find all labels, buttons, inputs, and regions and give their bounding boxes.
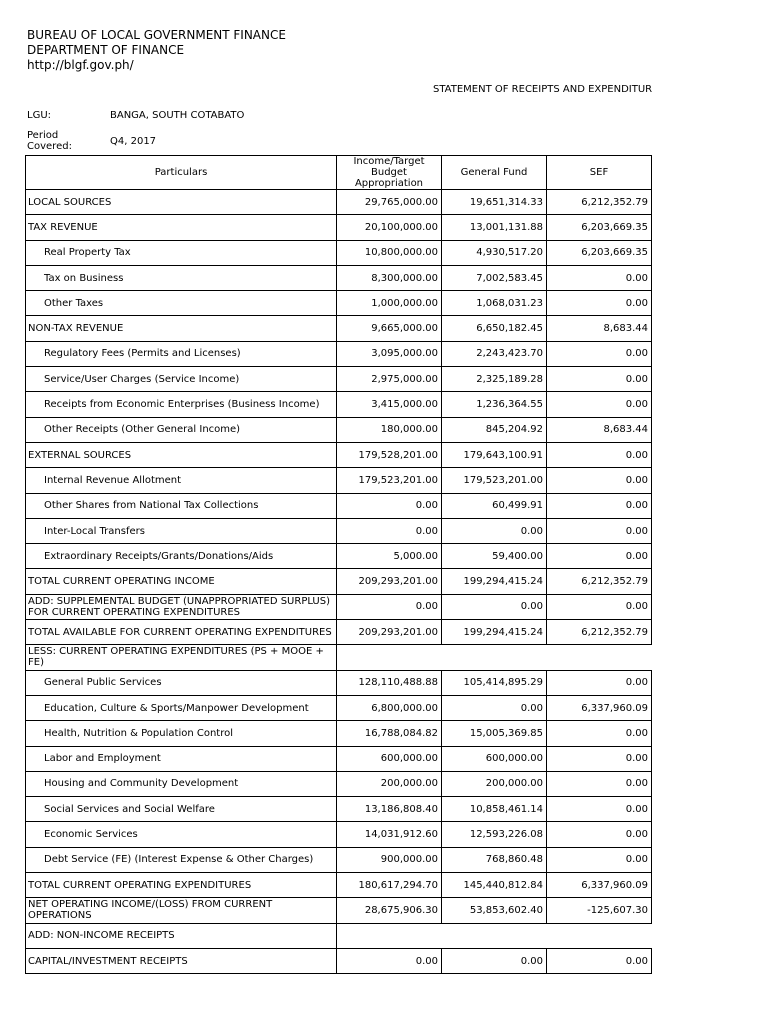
row-label: Social Services and Social Welfare [26, 797, 337, 822]
bureau-name: BUREAU OF LOCAL GOVERNMENT FINANCE [27, 28, 286, 42]
table-row [26, 670, 652, 695]
table-row [26, 291, 652, 316]
table-row [26, 873, 652, 898]
row-value: 9,665,000.00 [337, 316, 442, 341]
row-value: 3,095,000.00 [337, 341, 442, 366]
row-value: 209,293,201.00 [337, 569, 442, 594]
row-label: Receipts from Economic Enterprises (Business Income) [26, 392, 337, 417]
statement-title: STATEMENT OF RECEIPTS AND EXPENDITUR [433, 84, 653, 95]
period-label: Period Covered: [27, 130, 72, 152]
table-row [26, 518, 652, 543]
row-label: ADD: SUPPLEMENTAL BUDGET (UNAPPROPRIATED SURPLUS) FOR CURRENT OPERATING EXPENDITURES [26, 594, 337, 619]
table-row [26, 240, 652, 265]
row-value: 0.00 [547, 771, 652, 796]
table-row [26, 771, 652, 796]
row-value: 0.00 [547, 518, 652, 543]
row-value: 0.00 [442, 695, 547, 720]
row-value: 6,337,960.09 [547, 873, 652, 898]
row-value: 6,203,669.35 [547, 215, 652, 240]
department-name: DEPARTMENT OF FINANCE [27, 43, 185, 57]
row-value: 0.00 [547, 797, 652, 822]
row-label: ADD: NON-INCOME RECEIPTS [26, 923, 337, 948]
period-value: Q4, 2017 [110, 136, 157, 147]
row-label: Real Property Tax [26, 240, 337, 265]
row-label: NON-TAX REVENUE [26, 316, 337, 341]
table-row [26, 695, 652, 720]
row-value: 0.00 [442, 518, 547, 543]
row-label: Other Shares from National Tax Collections [26, 493, 337, 518]
row-label: TAX REVENUE [26, 215, 337, 240]
row-label: TOTAL CURRENT OPERATING INCOME [26, 569, 337, 594]
row-value: 6,203,669.35 [547, 240, 652, 265]
row-value: 6,212,352.79 [547, 620, 652, 645]
table-row [26, 822, 652, 847]
row-value: 5,000.00 [337, 544, 442, 569]
row-value: 0.00 [547, 468, 652, 493]
row-value: 209,293,201.00 [337, 620, 442, 645]
row-value: 145,440,812.84 [442, 873, 547, 898]
table-row [26, 569, 652, 594]
column-header: Income/Target Budget Appropriation [337, 156, 442, 190]
row-value: 0.00 [547, 822, 652, 847]
row-value: 8,683.44 [547, 316, 652, 341]
row-value: 20,100,000.00 [337, 215, 442, 240]
row-label: General Public Services [26, 670, 337, 695]
row-value: 768,860.48 [442, 847, 547, 872]
column-header: SEF [547, 156, 652, 190]
table-row [26, 847, 652, 872]
table-row [26, 544, 652, 569]
statement-table [25, 155, 652, 974]
row-label: TOTAL AVAILABLE FOR CURRENT OPERATING EXPENDITURES [26, 620, 337, 645]
row-value: 13,186,808.40 [337, 797, 442, 822]
table-row [26, 442, 652, 467]
row-label: EXTERNAL SOURCES [26, 442, 337, 467]
table-row [26, 493, 652, 518]
row-value: 0.00 [547, 847, 652, 872]
row-label: TOTAL CURRENT OPERATING EXPENDITURES [26, 873, 337, 898]
column-header: General Fund [442, 156, 547, 190]
row-value: 0.00 [547, 341, 652, 366]
row-value: 0.00 [337, 948, 442, 973]
row-value: 2,975,000.00 [337, 367, 442, 392]
table-header-row [26, 156, 652, 190]
row-value: 0.00 [547, 493, 652, 518]
row-label: Labor and Employment [26, 746, 337, 771]
row-label: Tax on Business [26, 265, 337, 290]
table-row [26, 645, 652, 670]
row-value: 0.00 [547, 594, 652, 619]
row-value: 179,528,201.00 [337, 442, 442, 467]
row-value: 10,800,000.00 [337, 240, 442, 265]
row-label: LESS: CURRENT OPERATING EXPENDITURES (PS + MOOE + FE) [26, 645, 337, 670]
row-value: 600,000.00 [442, 746, 547, 771]
table-row [26, 341, 652, 366]
table-row [26, 215, 652, 240]
lgu-label: LGU: [27, 110, 52, 121]
row-label: LOCAL SOURCES [26, 190, 337, 215]
table-row [26, 746, 652, 771]
row-label: CAPITAL/INVESTMENT RECEIPTS [26, 948, 337, 973]
lgu-value: BANGA, SOUTH COTABATO [110, 110, 245, 121]
row-value: -125,607.30 [547, 898, 652, 923]
row-label: Service/User Charges (Service Income) [26, 367, 337, 392]
row-label: Internal Revenue Allotment [26, 468, 337, 493]
row-value: 6,212,352.79 [547, 190, 652, 215]
website-url: http://blgf.gov.ph/ [27, 58, 134, 72]
row-value: 4,930,517.20 [442, 240, 547, 265]
column-header: Particulars [26, 156, 337, 190]
row-value: 0.00 [547, 392, 652, 417]
row-value: 200,000.00 [337, 771, 442, 796]
table-row [26, 898, 652, 923]
row-value: 14,031,912.60 [337, 822, 442, 847]
table-row [26, 620, 652, 645]
row-value: 10,858,461.14 [442, 797, 547, 822]
row-value: 0.00 [442, 948, 547, 973]
row-value: 13,001,131.88 [442, 215, 547, 240]
row-value: 900,000.00 [337, 847, 442, 872]
row-value: 845,204.92 [442, 417, 547, 442]
row-value: 180,000.00 [337, 417, 442, 442]
row-value: 0.00 [337, 493, 442, 518]
row-value: 0.00 [547, 721, 652, 746]
table-row [26, 316, 652, 341]
row-value: 6,800,000.00 [337, 695, 442, 720]
row-label: Other Receipts (Other General Income) [26, 417, 337, 442]
row-label: Debt Service (FE) (Interest Expense & Other Charges) [26, 847, 337, 872]
row-value: 6,212,352.79 [547, 569, 652, 594]
row-label: Regulatory Fees (Permits and Licenses) [26, 341, 337, 366]
table-row [26, 594, 652, 619]
row-value: 0.00 [337, 518, 442, 543]
row-value: 29,765,000.00 [337, 190, 442, 215]
row-value: 6,337,960.09 [547, 695, 652, 720]
row-value: 0.00 [547, 746, 652, 771]
table-row [26, 468, 652, 493]
row-value: 0.00 [337, 594, 442, 619]
row-value: 105,414,895.29 [442, 670, 547, 695]
row-value: 200,000.00 [442, 771, 547, 796]
row-value: 179,643,100.91 [442, 442, 547, 467]
row-value: 12,593,226.08 [442, 822, 547, 847]
row-value: 15,005,369.85 [442, 721, 547, 746]
row-value: 0.00 [547, 948, 652, 973]
empty-cell [337, 923, 652, 948]
row-label: Education, Culture & Sports/Manpower Development [26, 695, 337, 720]
row-value: 180,617,294.70 [337, 873, 442, 898]
row-value: 8,683.44 [547, 417, 652, 442]
row-label: Extraordinary Receipts/Grants/Donations/Aids [26, 544, 337, 569]
row-value: 199,294,415.24 [442, 569, 547, 594]
row-value: 0.00 [442, 594, 547, 619]
table-row [26, 265, 652, 290]
row-value: 179,523,201.00 [442, 468, 547, 493]
row-value: 6,650,182.45 [442, 316, 547, 341]
row-value: 1,068,031.23 [442, 291, 547, 316]
table-row [26, 797, 652, 822]
row-value: 3,415,000.00 [337, 392, 442, 417]
table-row [26, 721, 652, 746]
table-row [26, 392, 652, 417]
table-row [26, 923, 652, 948]
row-value: 1,236,364.55 [442, 392, 547, 417]
row-value: 28,675,906.30 [337, 898, 442, 923]
row-label: NET OPERATING INCOME/(LOSS) FROM CURRENT OPERATIONS [26, 898, 337, 923]
row-value: 0.00 [547, 367, 652, 392]
row-value: 60,499.91 [442, 493, 547, 518]
row-value: 2,243,423.70 [442, 341, 547, 366]
row-value: 19,651,314.33 [442, 190, 547, 215]
row-value: 0.00 [547, 670, 652, 695]
row-label: Health, Nutrition & Population Control [26, 721, 337, 746]
row-value: 1,000,000.00 [337, 291, 442, 316]
row-value: 59,400.00 [442, 544, 547, 569]
row-value: 7,002,583.45 [442, 265, 547, 290]
row-value: 128,110,488.88 [337, 670, 442, 695]
table-row [26, 417, 652, 442]
row-value: 53,853,602.40 [442, 898, 547, 923]
row-label: Inter-Local Transfers [26, 518, 337, 543]
table-row [26, 190, 652, 215]
row-value: 8,300,000.00 [337, 265, 442, 290]
row-value: 0.00 [547, 544, 652, 569]
table-row [26, 367, 652, 392]
row-value: 0.00 [547, 291, 652, 316]
row-value: 2,325,189.28 [442, 367, 547, 392]
row-label: Other Taxes [26, 291, 337, 316]
row-label: Housing and Community Development [26, 771, 337, 796]
row-value: 16,788,084.82 [337, 721, 442, 746]
row-value: 0.00 [547, 265, 652, 290]
row-value: 600,000.00 [337, 746, 442, 771]
empty-cell [337, 645, 652, 670]
row-label: Economic Services [26, 822, 337, 847]
row-value: 0.00 [547, 442, 652, 467]
row-value: 179,523,201.00 [337, 468, 442, 493]
row-value: 199,294,415.24 [442, 620, 547, 645]
table-row [26, 948, 652, 973]
